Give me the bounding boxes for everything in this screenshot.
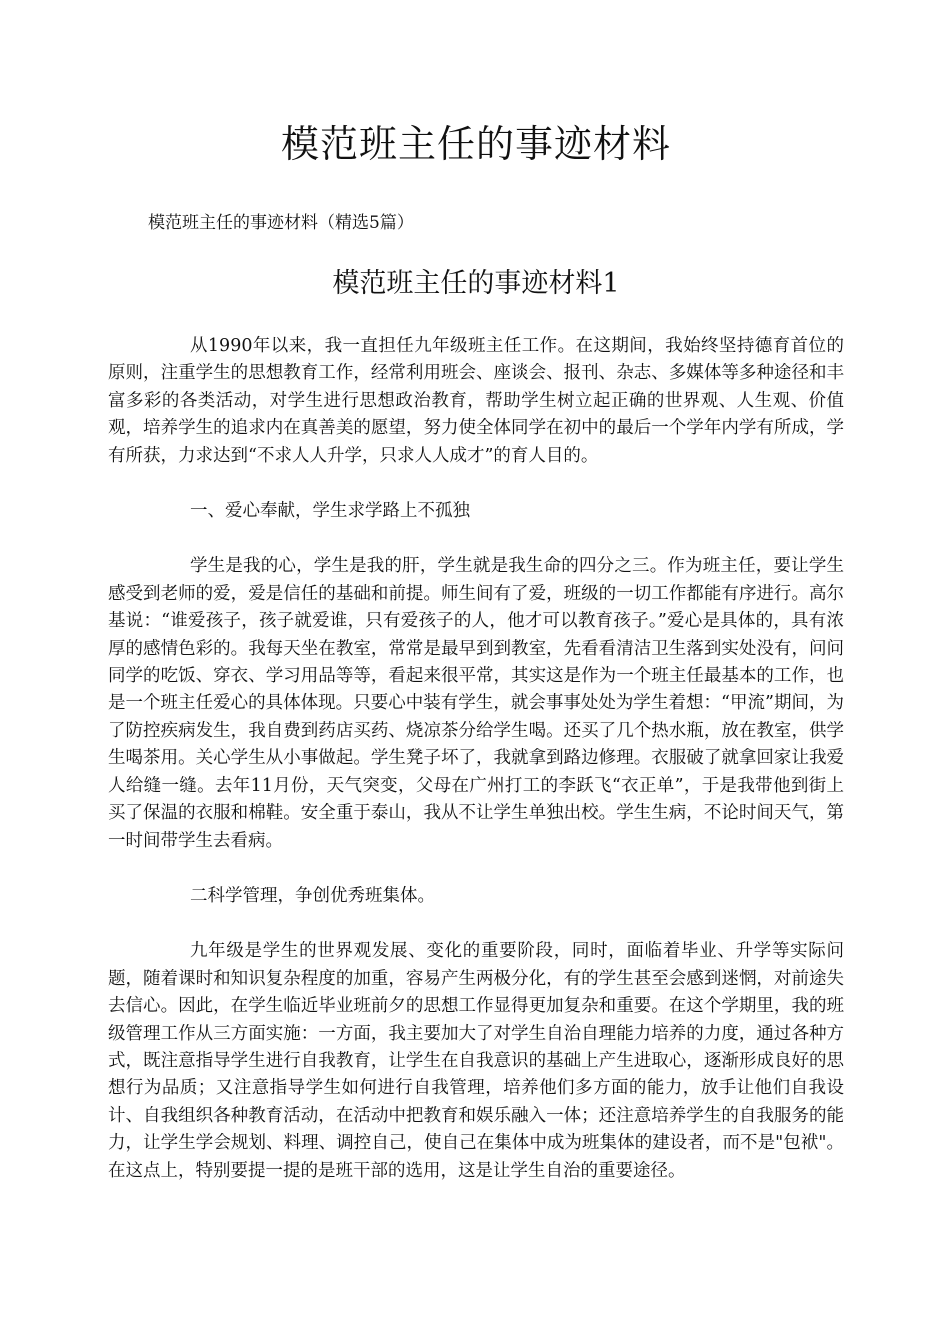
section-title: 模范班主任的事迹材料1 [332, 268, 620, 299]
heading-love-dedication: 一、爱心奉献，学生求学路上不孤独 [190, 501, 470, 522]
document-subtitle: 模范班主任的事迹材料（精选5篇） [148, 213, 414, 233]
paragraph-scientific-management: 九年级是学生的世界观发展、变化的重要阶段，同时，面临着毕业、升学等实际问题，随着课时和知识复杂程度的加重，容易产生两极分化，有的学生甚至会感到迷惘，对前途失去信心。因此，在学生临近毕业班前夕的思想工作显得更加复杂和重要。在这个学期里，我的班级管理工作从三方面实施：一方面，我主要加大了对学生自治自理能力培养的力度，通过各种方式，既注意指导学生进行自我教育，让学生在自我意识的基础上产生进取心，逐渐形成良好的思想行为品质；又注意指导学生如何进行自我管理，培养他们多方面的能力，放手让他们自我设计、自我组织各种教育活动，在活动中把教育和娱乐融入一体；还注意培养学生的自我服务的能力，让学生学会规划、料理、调控自己，使自己在集体中成为班集体的建设者，而不是"包袱"。在这点上，特别要提一提的是班干部的选用，这是让学生自治的重要途径。 [108, 941, 844, 1181]
paragraph-love-dedication: 学生是我的心，学生是我的肝，学生就是我生命的四分之三。作为班主任，要让学生感受到老师的爱，爱是信任的基础和前提。师生间有了爱，班级的一切工作都能有序进行。高尔基说：“谁爱孩子，孩子就爱谁，只有爱孩子的人，他才可以教育孩子。”爱心是具体的，具有浓厚的感情色彩的。我每天坐在教室，常常是最早到到教室，先看看清洁卫生落到实处没有，问问同学的吃饭、穿衣、学习用品等等，看起来很平常，其实这是作为一个班主任最基本的工作，也是一个班主任爱心的具体体现。只要心中装有学生，就会事事处处为学生着想：“甲流”期间，为了防控疾病发生，我自费到药店买药、烧凉茶分给学生喝。还买了几个热水瓶，放在教室，供学生喝茶用。关心学生从小事做起。学生凳子坏了，我就拿到路边修理。衣服破了就拿回家让我爱人给缝一缝。去年11月份，天气突变，父母在广州打工的李跃飞“衣正单”，于是我带他到街上买了保温的衣服和棉鞋。安全重于泰山，我从不让学生单独出校。学生生病，不论时间天气，第一时间带学生去看病。 [108, 556, 844, 851]
heading-scientific-management: 二科学管理，争创优秀班集体。 [190, 885, 435, 906]
paragraph-intro: 从1990年以来，我一直担任九年级班主任工作。在这期间，我始终坚持德育首位的原则，注重学生的思想教育工作，经常利用班会、座谈会、报刊、杂志、多媒体等多种途径和丰富多彩的各类活动，对学生进行思想政治教育，帮助学生树立起正确的世界观、人生观、价值观，培养学生的追求内在真善美的愿望，努力使全体同学在初中的最后一个学年内学有所成，学有所获，力求达到“不求人人升学，只求人人成才”的育人目的。 [108, 336, 844, 466]
document-title: 模范班主任的事迹材料 [280, 122, 671, 166]
